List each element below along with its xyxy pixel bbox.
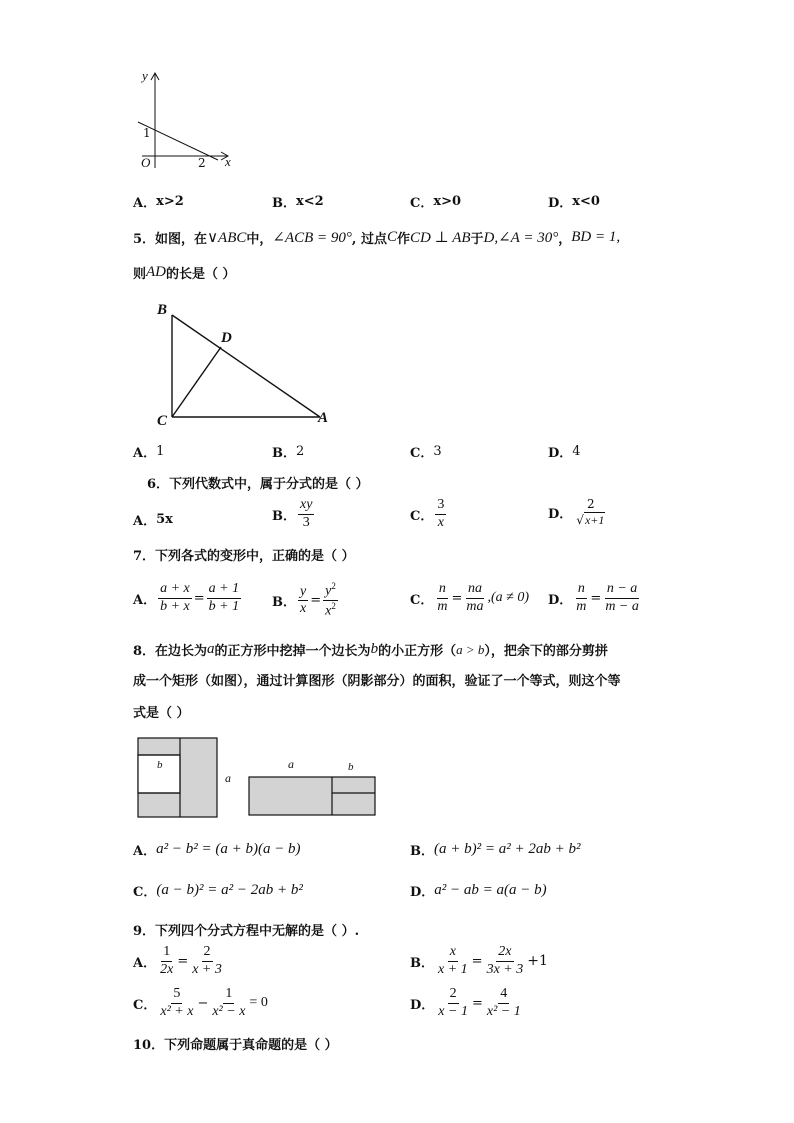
q4-option-a[interactable] — [133, 192, 184, 211]
option-text: x>0 — [433, 194, 462, 209]
option-letter: A． — [133, 196, 157, 211]
q4-option-b[interactable] — [272, 192, 324, 211]
graph-y-label: y — [142, 68, 148, 83]
q10-stem: 10．下列命题属于真命题的是（ ） — [133, 1038, 338, 1053]
vertex-b-label: B — [157, 302, 168, 318]
q7-option-c[interactable]: C． $\frac{n}{m}$ = $\frac{na}{ma}$ ,(a ≠ 0) — [410, 581, 530, 614]
triangle-figure — [150, 300, 340, 430]
squares-figure — [135, 735, 380, 821]
option-text: x<2 — [296, 194, 324, 209]
q8-option-c[interactable]: C． (a − b)² = a² − 2ab + b² — [133, 882, 303, 900]
graph-x-label: x — [225, 154, 231, 169]
q6-option-a[interactable]: A． 5x — [133, 512, 173, 529]
q5-option-c[interactable]: C． 3 — [410, 444, 442, 461]
option-letter: D． — [548, 196, 573, 211]
q9-option-d[interactable]: D． $\frac{2}{x - 1}$ = $\frac{4}{\text{x² − 1}}$ — [410, 986, 521, 1019]
q6-option-d[interactable]: D． $\frac{2}{√x+1}$ — [548, 497, 605, 527]
q5-option-d[interactable]: D． 4 — [548, 444, 581, 461]
q9-option-b[interactable]: B． $\frac{x}{x + 1}$ = $\frac{2x}{3x + 3}$ +1 — [410, 944, 548, 977]
graph-x-intercept: 2 — [198, 156, 206, 170]
q8-option-b[interactable]: B． (a + b)² = a² + 2ab + b² — [410, 841, 581, 859]
q6-option-b[interactable]: B． $\frac{xy}{3}$ — [272, 497, 313, 530]
q9-option-a[interactable]: A． $\frac{1}{2x}$ = $\frac{2}{x + 3}$ — [133, 944, 222, 977]
q8-stem-line2: 成一个矩形（如图），通过计算图形（阴影部分）的面积，验证了一个等式，则这个等 — [133, 674, 621, 689]
option-text: x<0 — [572, 194, 600, 209]
q6-option-c[interactable]: C． $\frac{3}{x}$ — [410, 497, 445, 530]
fig-right-b-label: b — [348, 761, 354, 773]
q9-option-c[interactable]: C． $\frac{5}{\text{x² + x}}$ − $\frac{1}{\text{x² − x}}$ = 0 — [133, 986, 268, 1019]
graph-origin-label: O — [141, 155, 151, 170]
fig-left-a-label: a — [225, 771, 231, 785]
option-text: x>2 — [156, 194, 184, 209]
option-letter: C． — [410, 196, 434, 211]
q5-stem-line1: 5． 如图，在 ∨ABC 中， ∠ACB = 90° , 过点 C 作 CD ⊥ AB 于 D,∠A = 30° ， BD = 1, — [133, 229, 621, 247]
q8-stem-line3: 式是（ ） — [133, 706, 190, 721]
q6-stem: 6．下列代数式中，属于分式的是（ ） — [147, 477, 369, 492]
q4-option-d[interactable] — [548, 192, 600, 211]
vertex-d-label: D — [221, 330, 232, 346]
q5-stem-line2: 则 AD 的长是（ ） — [133, 264, 236, 282]
q7-stem: 7．下列各式的变形中，正确的是（ ） — [133, 549, 355, 564]
fig-left-b-label: b — [157, 759, 163, 771]
q7-option-d[interactable]: D． $\frac{n}{m}$ = $\frac{n - a}{m - a}$ — [548, 581, 639, 614]
q7-option-a[interactable]: A． $\frac{a + x}{b + x}$ = $\frac{a + 1}{b + 1}$ — [133, 581, 240, 614]
vertex-a-label: A — [318, 410, 329, 426]
q9-stem: 9．下列四个分式方程中无解的是（ ）. — [133, 924, 360, 939]
q5-option-b[interactable]: B． 2 — [272, 444, 305, 461]
graph-y-intercept: 1 — [143, 126, 151, 140]
q4-option-c[interactable] — [410, 192, 461, 211]
q5-option-a[interactable]: A． 1 — [133, 444, 165, 461]
q8-option-d[interactable]: D． a² − ab = a(a − b) — [410, 882, 547, 900]
fig-right-a-label: a — [288, 757, 294, 771]
option-letter: B． — [272, 196, 296, 211]
q8-stem-line1: 8．在边长为 a 的正方形中挖掉一个边长为 b 的小正方形（ a > b ），把余下的部分剪拼 — [133, 641, 608, 659]
vertex-c-label: C — [157, 413, 168, 429]
q7-option-b[interactable]: B． $\frac{y}{x}$ = $\frac{y^2}{x^2}$ — [272, 581, 336, 619]
q8-option-a[interactable]: A． a² − b² = (a + b)(a − b) — [133, 841, 301, 859]
